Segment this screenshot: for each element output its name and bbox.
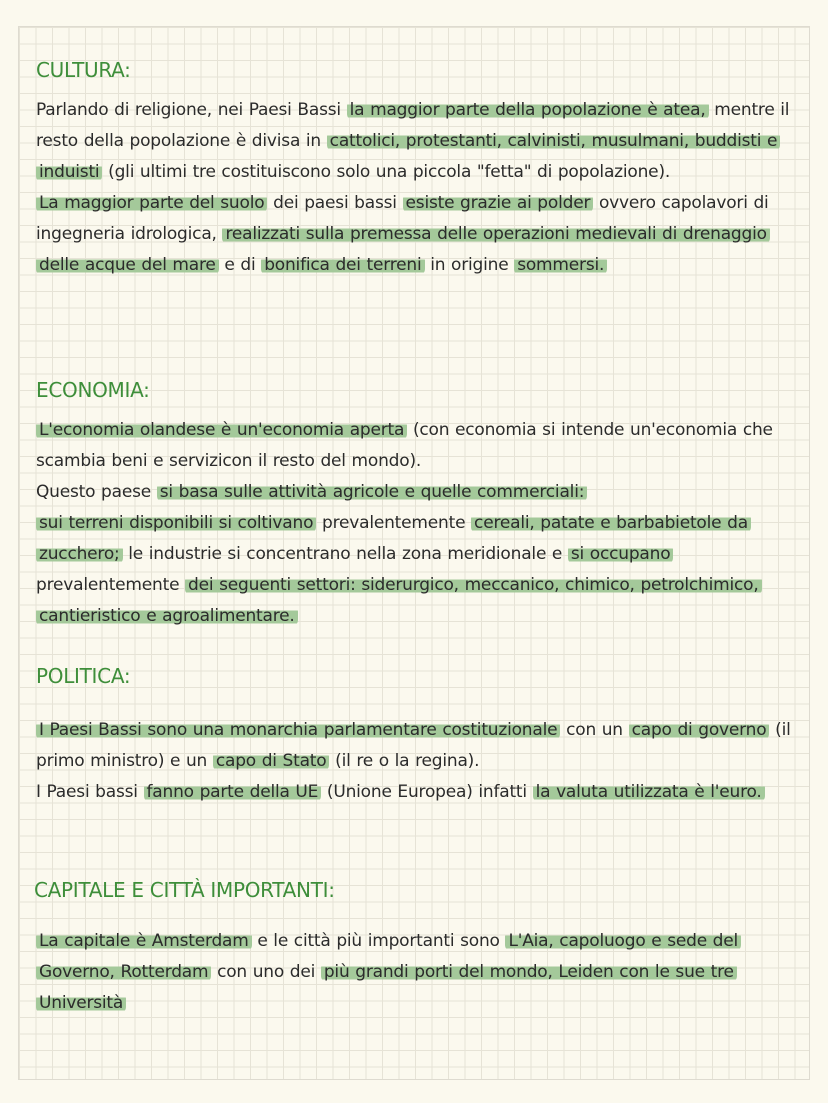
- heading-politica: POLITICA:: [36, 664, 131, 688]
- body-text: (con economia si intende un'economia che scambia beni e servizicon il resto del mondo).: [36, 420, 773, 471]
- highlighted-text: I Paesi Bassi sono una monarchia parlamentare costituzionale: [36, 720, 560, 740]
- paragraph-economia: [36, 415, 796, 632]
- body-text: dei paesi bassi: [267, 193, 403, 213]
- highlighted-text: la maggior parte della popolazione è atea,: [347, 100, 709, 120]
- body-text: con un: [560, 720, 629, 740]
- body-text: prevalentemente: [36, 575, 186, 595]
- body-text: Questo paese: [36, 482, 157, 502]
- body-text: (Unione Europea) infatti: [321, 782, 533, 802]
- highlighted-text: fanno parte della UE: [144, 782, 322, 802]
- heading-capitale: CAPITALE E CITTÀ IMPORTANTI:: [34, 878, 335, 902]
- highlighted-text: L'economia olandese è un'economia aperta: [36, 420, 407, 440]
- highlighted-text: sui terreni disponibili si coltivano: [36, 513, 316, 533]
- body-text: (gli ultimi tre costituiscono solo una piccola "fetta" di popolazione).: [102, 162, 671, 182]
- paragraph-politica: [36, 715, 796, 808]
- paragraph-cultura: [36, 95, 796, 281]
- body-text: Parlando di religione, nei Paesi Bassi: [36, 100, 347, 120]
- body-text: prevalentemente: [316, 513, 472, 533]
- highlighted-text: capo di governo: [629, 720, 770, 740]
- body-text: ovvero capolavori di ingegneria idrologica,: [36, 193, 769, 244]
- body-text: con uno dei: [211, 962, 321, 982]
- highlighted-text: L'Aia, capoluogo e sede del Governo, Rotterdam: [36, 931, 741, 982]
- heading-cultura: CULTURA:: [36, 58, 131, 82]
- highlighted-text: capo di Stato: [213, 751, 330, 771]
- body-text: in origine: [424, 255, 515, 275]
- body-text: le industrie si concentrano nella zona meridionale e: [122, 544, 568, 564]
- highlighted-text: La capitale è Amsterdam: [36, 931, 252, 951]
- highlighted-text: sommersi.: [514, 255, 607, 275]
- highlighted-text: dei seguenti settori: siderurgico, meccanico, chimico, petrolchimico, cantieristico e agroalimentare.: [36, 575, 762, 626]
- highlighted-text: la valuta utilizzata è l'euro.: [533, 782, 765, 802]
- highlighted-text: cereali, patate e barbabietole da zucchero;: [36, 513, 751, 564]
- highlighted-text: La maggior parte del suolo: [36, 193, 267, 213]
- highlighted-text: più grandi porti del mondo, Leiden con le sue tre Università: [36, 962, 737, 1013]
- body-text: I Paesi bassi: [36, 782, 144, 802]
- highlighted-text: esiste grazie ai polder: [403, 193, 594, 213]
- highlighted-text: bonifica dei terreni: [261, 255, 424, 275]
- body-text: (il primo ministro) e un: [36, 720, 791, 771]
- body-text: (il re o la regina).: [329, 751, 480, 771]
- paragraph-capitale: [36, 926, 796, 1019]
- body-text: e le città più importanti sono: [251, 931, 506, 951]
- highlighted-text: si basa sulle attività agricole e quelle commerciali:: [157, 482, 588, 502]
- body-text: mentre il resto della popolazione è divisa in: [36, 100, 790, 151]
- highlighted-text: cattolici, protestanti, calvinisti, musulmani, buddisti e induisti: [36, 131, 780, 182]
- highlighted-text: si occupano: [568, 544, 674, 564]
- body-text: e di: [218, 255, 262, 275]
- heading-economia: ECONOMIA:: [36, 378, 150, 402]
- highlighted-text: realizzati sulla premessa delle operazioni medievali di drenaggio delle acque del mare: [36, 224, 770, 275]
